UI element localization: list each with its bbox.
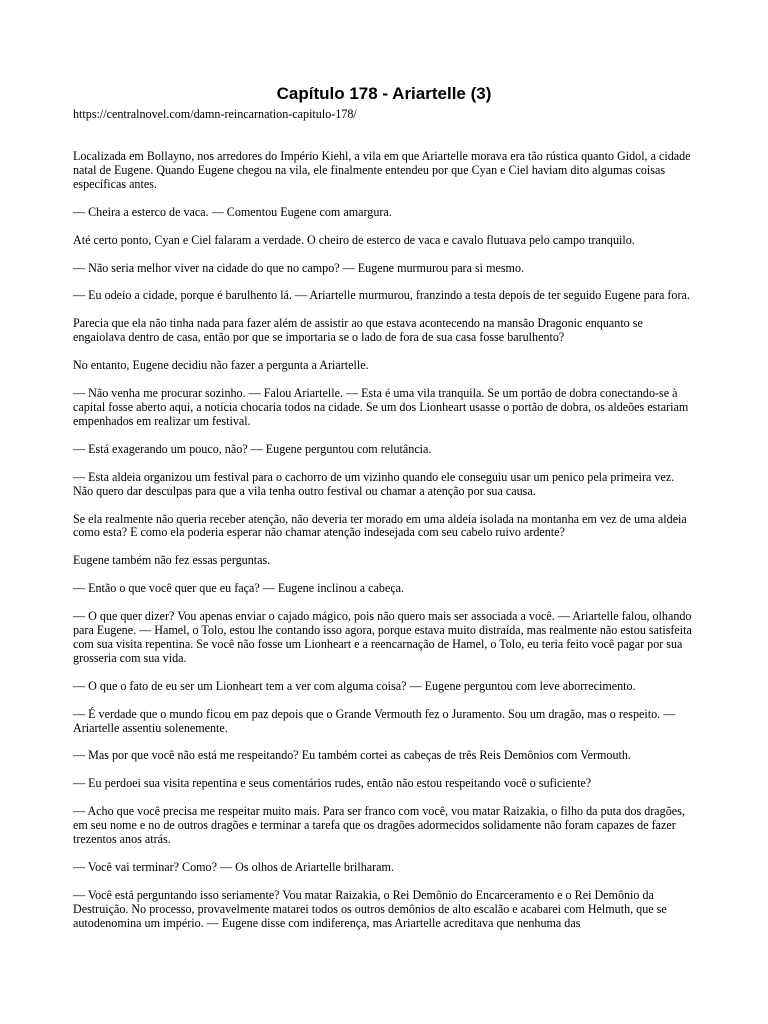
paragraph: Se ela realmente não queria receber atenção, não deveria ter morado em uma aldeia isolada na montanha em vez de uma aldeia como esta? E como ela poderia esperar não chamar atenção indesejada com seu cabelo ruivo ardente? bbox=[73, 511, 687, 540]
paragraph: — É verdade que o mundo ficou em paz depois que o Grande Vermouth fez o Juramento. Sou um dragão, mas o respeito. — Ariartelle assentiu solenemente. bbox=[73, 706, 676, 735]
paragraph: Localizada em Bollayno, nos arredores do Império Kiehl, a vila em que Ariartelle morava era tão rústica quanto Gidol, a cidade natal de Eugene. Quando Eugene chegou na vila, ele finalmente entendeu por que Cyan e Ciel haviam dito algumas coisas específicas antes. bbox=[73, 149, 691, 191]
paragraph: — O que quer dizer? Vou apenas enviar o cajado mágico, pois não quero mais ser associada a você. — Ariartelle falou, olhando para Eugene. — Hamel, o Tolo, estou lhe contando isso agora, porque estava muito distraída, mas realmente não estou satisfeita com sua visita repentina. Se você não fosse um Lionheart e a reencarnação de Hamel, o Tolo, eu teria feito você pagar por sua grosseria com sua vida. bbox=[73, 609, 692, 665]
paragraph: — Então o que você quer que eu faça? — Eugene inclinou a cabeça. bbox=[73, 581, 405, 596]
paragraph: — Eu perdoei sua visita repentina e seus comentários rudes, então não estou respeitando você o suficiente? bbox=[73, 776, 592, 791]
paragraph: — Mas por que você não está me respeitando? Eu também cortei as cabeças de três Reis Demônios com Vermouth. bbox=[73, 748, 631, 763]
paragraph: — Você vai terminar? Como? — Os olhos de Ariartelle brilharam. bbox=[73, 860, 394, 874]
paragraph: — Não seria melhor viver na cidade do que no campo? — Eugene murmurou para si mesmo. bbox=[73, 260, 525, 275]
paragraph: — Não venha me procurar sozinho. — Falou Ariartelle. — Esta é uma vila tranquila. Se um portão de dobra conectando-se à capital fosse aberto aqui, a notícia chocaria todos na cidade. Se um dos Lionheart usasse o portão de dobra, os aldeões estariam empenhados em realizar um festival. bbox=[73, 386, 689, 428]
paragraph: Parecia que ela não tinha nada para fazer além de assistir ao que estava acontecendo na mansão Dragonic enquanto se engaiolava dentro de casa, então por que se importaria se o lado de fora de sua casa fosse barulhento? bbox=[73, 316, 643, 345]
paragraph: — Acho que você precisa me respeitar muito mais. Para ser franco com você, vou matar Raizakia, o filho da puta dos dragões, em seu nome e no de outros dragões e terminar a tarefa que os dragões adormecidos solidamente não foram capazes de fazer trezentos anos atrás. bbox=[73, 804, 685, 847]
paragraph: — Esta aldeia organizou um festival para o cachorro de um vizinho quando ele conseguiu usar um penico pela primeira vez. Não quero dar desculpas para que a vila tenha outro festival ou chamar a atenção por sua causa. bbox=[73, 469, 675, 498]
chapter-title: Capítulo 178 - Ariartelle (3) bbox=[276, 84, 492, 103]
paragraph: Até certo ponto, Cyan e Ciel falaram a verdade. O cheiro de esterco de vaca e cavalo flutuava pelo campo tranquilo. bbox=[73, 232, 635, 247]
paragraph: Eugene também não fez essas perguntas. bbox=[73, 553, 271, 568]
paragraph: — O que o fato de eu ser um Lionheart tem a ver com alguma coisa? — Eugene perguntou com leve aborrecimento. bbox=[73, 678, 636, 693]
paragraph: — Cheira a esterco de vaca. — Comentou Eugene com amargura. bbox=[73, 204, 392, 219]
source-url: https://centralnovel.com/damn-reincarnation-capitulo-178/ bbox=[73, 107, 357, 121]
paragraph: — Eu odeio a cidade, porque é barulhento lá. — Ariartelle murmurou, franzindo a testa depois de ter seguido Eugene para fora. bbox=[73, 288, 690, 303]
paragraph: No entanto, Eugene decidiu não fazer a pergunta a Ariartelle. bbox=[73, 358, 369, 373]
chapter-body bbox=[73, 150, 697, 945]
paragraph: — Você está perguntando isso seriamente? Vou matar Raizakia, o Rei Demônio do Encarceramento e o Rei Demônio da Destruição. No processo, provavelmente matarei todos os outros demônios de alto escalão e acabarei com Helmuth, que se autodenomina um império. — Eugene disse com indiferença, mas Ariartelle acreditava que nenhuma das bbox=[73, 887, 667, 930]
paragraph: — Está exagerando um pouco, não? — Eugene perguntou com relutância. bbox=[73, 441, 432, 456]
